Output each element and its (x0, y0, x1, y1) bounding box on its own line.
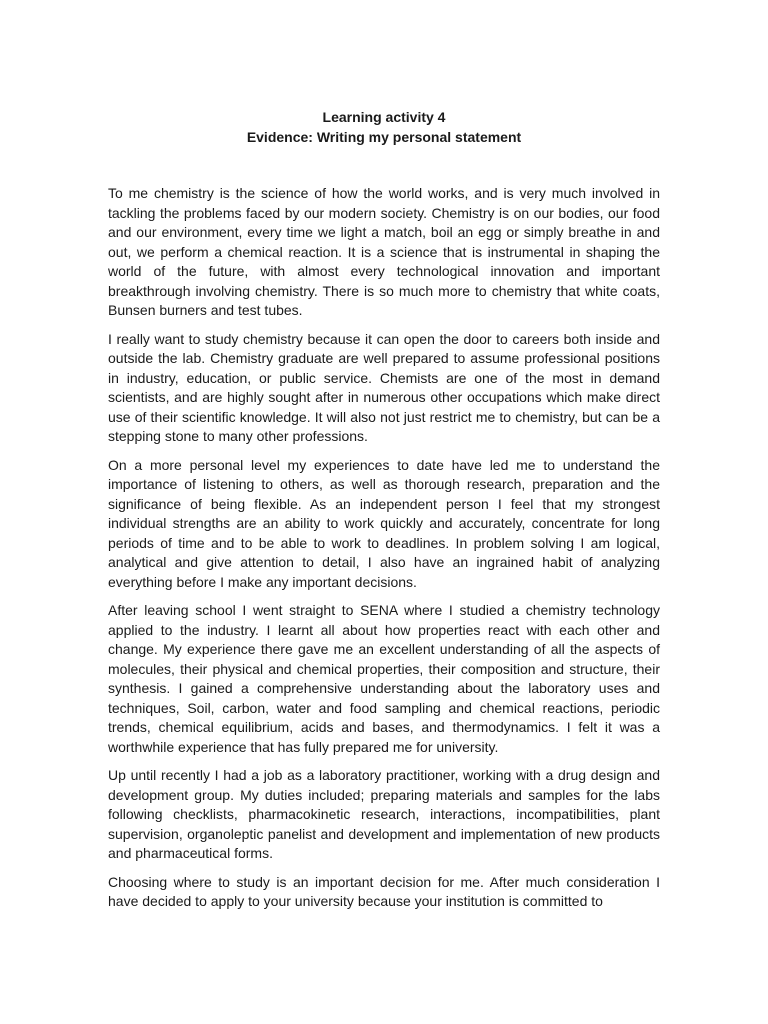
document-subtitle: Evidence: Writing my personal statement (246, 129, 522, 145)
document-title: Learning activity 4 (322, 109, 446, 125)
paragraph-1: To me chemistry is the science of how the world works, and is very much involved in tackling the problems faced by our modern society. Chemistry is on our bodies, our food and our environment, every time we light a match, boil an egg or simply breathe in and out, we perform a chemical reaction. It is a science that is instrumental in shaping the world of the future, with almost every technological innovation and important breakthrough involving chemistry. There is so much more to chemistry that white coats, Bunsen burners and test tubes. (108, 185, 660, 318)
document-header (0, 107, 768, 147)
paragraph-3: On a more personal level my experiences to date have led me to understand the importance of listening to others, as well as thorough research, preparation and the significance of being flexible. As an independent person I feel that my strongest individual strengths are an ability to work quickly and accurately, concentrate for long periods of time and to be able to work to deadlines. In problem solving I am logical, analytical and give attention to detail, I also have an ingrained habit of analyzing everything before I make any important decisions. (108, 456, 660, 590)
paragraph-2: I really want to study chemistry because it can open the door to careers both inside and outside the lab. Chemistry graduate are well prepared to assume professional positions in industry, education, or public service. Chemists are one of the most in demand scientists, and are highly sought after in numerous other occupations which make direct use of their scientific knowledge. It will also not just restrict me to chemistry, but can be a stepping stone to many other professions. (108, 330, 660, 444)
paragraph-6: Choosing where to study is an important decision for me. After much consideration I have decided to apply to your university because your institution is committed to (108, 873, 660, 909)
paragraph-5: Up until recently I had a job as a laboratory practitioner, working with a drug design and development group. My duties included; preparing materials and samples for the labs following checklists, pharmacokinetic research, interactions, incompatibilities, plant supervision, organoleptic panelist and development and implementation of new products and pharmaceutical forms. (108, 767, 660, 861)
paragraph-4: After leaving school I went straight to SENA where I studied a chemistry technology applied to the industry. I learnt all about how properties react with each other and change. My experience there gave me an excellent understanding of all the aspects of molecules, their physical and chemical properties, their composition and structure, their synthesis. I gained a comprehensive understanding about the laboratory uses and techniques, Soil, carbon, water and food sampling and chemical reactions, periodic trends, chemical equilibrium, acids and bases, and thermodynamics. I felt it was a worthwhile experience that has fully prepared me for university. (108, 602, 660, 755)
document-body (108, 184, 660, 921)
